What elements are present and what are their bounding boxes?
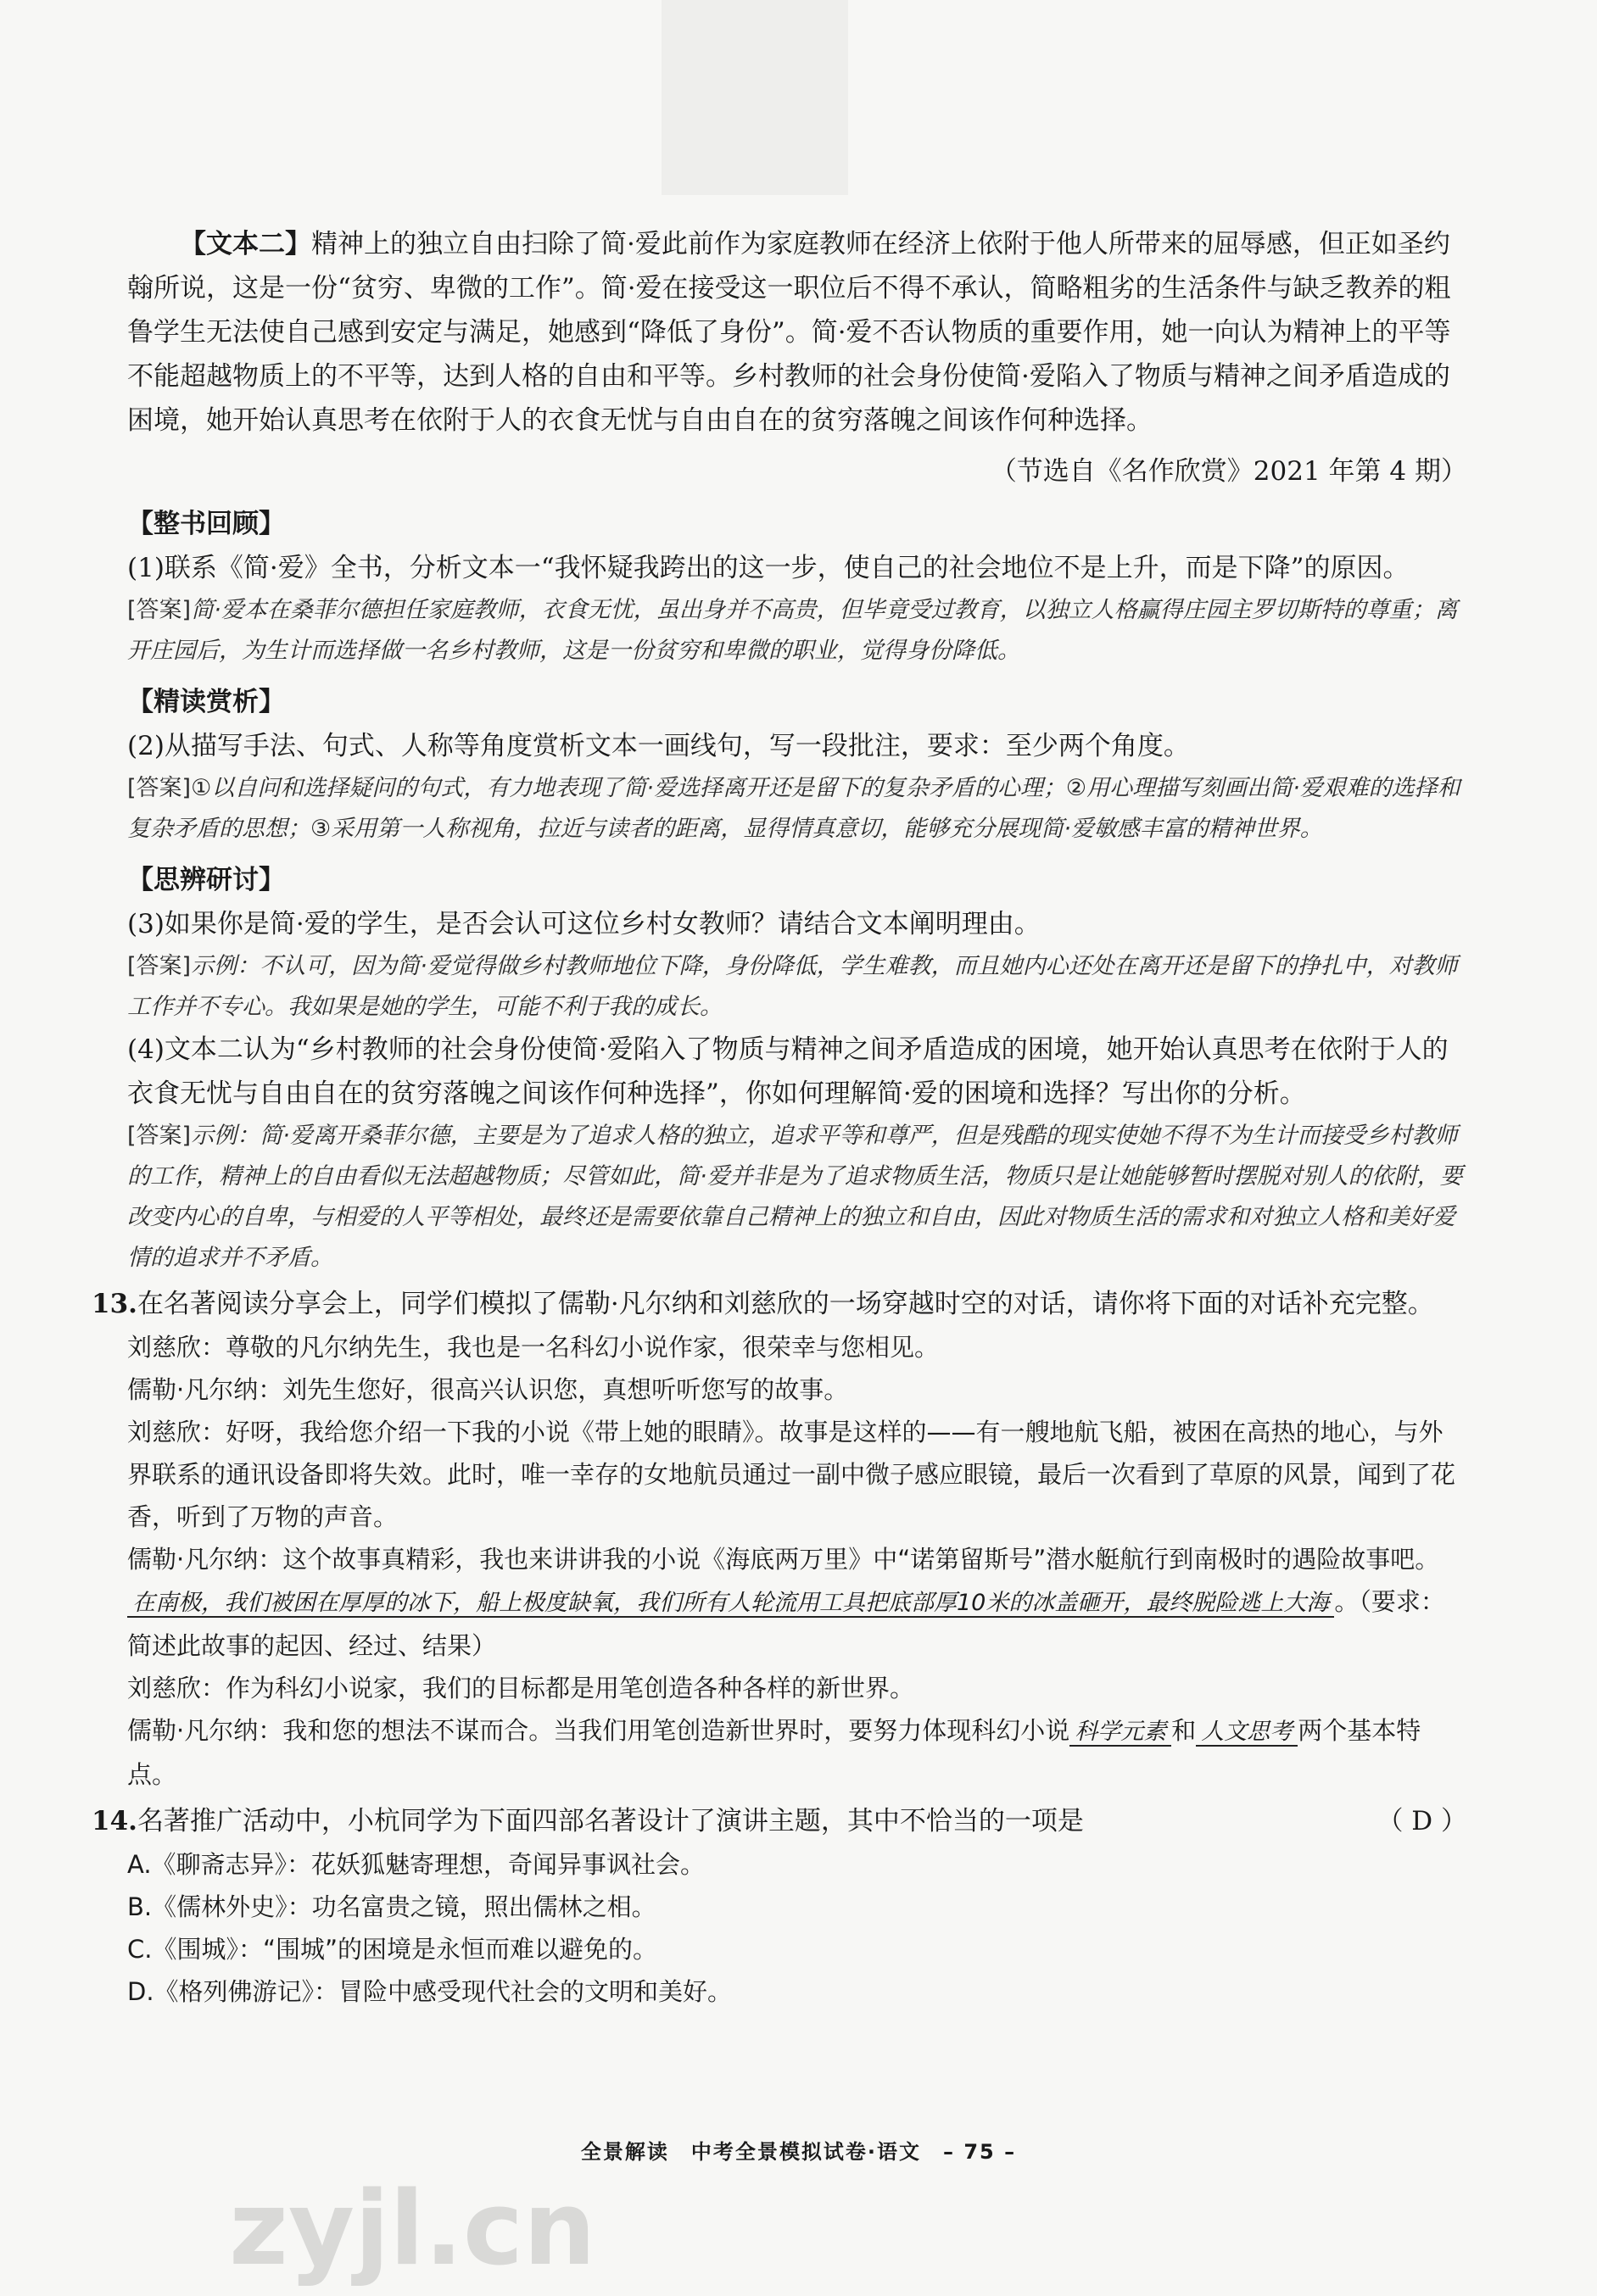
question-1: (1)联系《简·爱》全书，分析文本一“我怀疑我跨出的这一步，使自己的社会地位不是上升，而是下降”的原因。: [127, 553, 1410, 583]
answer-tag: [答案]: [127, 1123, 192, 1149]
watermark-logo: zyjl.cn: [229, 2171, 596, 2288]
dialogue-line-3: 刘慈欣：好呀，我给您介绍一下我的小说《带上她的眼睛》。故事是这样的——有一艘地航飞船，被困在高热的地心，与外界联系的通讯设备即将失效。此时，唯一幸存的女地航员通过一副中微子感应眼镜，最后一次看到了草原的风景，闻到了花香，听到了万物的声音。: [127, 1418, 1456, 1531]
question-3: (3)如果你是简·爱的学生，是否会认可这位乡村女教师？请结合文本阐明理由。: [127, 909, 1041, 939]
question-13-number: 13.: [92, 1289, 137, 1319]
question-14-number: 14.: [92, 1806, 137, 1836]
dialogue-6-blank-2[interactable]: 人文思考: [1196, 1719, 1298, 1747]
answer-tag: [答案]: [127, 597, 192, 623]
answer-3: [127, 946, 1467, 1028]
dialogue-line-5: 刘慈欣：作为科幻小说家，我们的目标都是用笔创造各种各样的新世界。: [127, 1674, 915, 1702]
answer-3-text: 示例：不认可，因为简·爱觉得做乡村教师地位下降，身份降低，学生难教，而且她内心还处在离开还是留下的挣扎中，对教师工作并不专心。我如果是她的学生，可能不利于我的成长。: [127, 953, 1458, 1020]
option-c[interactable]: C.《围城》：“围城”的困境是永恒而难以避免的。: [127, 1935, 658, 1964]
text2-body: 精神上的独立自由扫除了简·爱此前作为家庭教师在经济上依附于他人所带来的屈辱感，但正如圣约翰所说，这是一份“贫穷、卑微的工作”。简·爱在接受这一职位后不得不承认，简略粗劣的生活条件与缺乏教养的粗鲁学生无法使自己感到安定与满足，她感到“降低了身份”。简·爱不否认物质的重要作用，她一向认为精神上的平等不能超越物质上的不平等，达到人格的自由和平等。乡村教师的社会身份使简·爱陷入了物质与精神之间矛盾造成的困境，她开始认真思考在依附于人的衣食无忧与自由自在的贫穷落魄之间该作何种选择。: [127, 229, 1451, 436]
dialogue-line-2: 儒勒·凡尔纳：刘先生您好，很高兴认识您，真想听听您写的故事。: [127, 1375, 849, 1404]
answer-4: [127, 1116, 1467, 1279]
question-14-text: 名著推广活动中，小杭同学为下面四部名著设计了演讲主题，其中不恰当的一项是: [137, 1806, 1084, 1836]
answer-1: [127, 590, 1467, 672]
dialogue-4-post: 。（要求：简述此故事的起因、经过、结果）: [127, 1587, 1445, 1660]
answer-tag: [答案]: [127, 775, 192, 801]
text2-paragraph: [127, 222, 1467, 443]
section-discussion: 【思辨研讨】: [127, 865, 285, 895]
option-a[interactable]: A.《聊斋志异》：花妖狐魅寄理想，奇闻异事讽社会。: [127, 1850, 706, 1879]
answer-1-text: 简·爱本在桑菲尔德担任家庭教师，衣食无忧，虽出身并不高贵，但毕竟受过教育，以独立人格赢得庄园主罗切斯特的尊重；离开庄园后，为生计而选择做一名乡村教师，这是一份贫穷和卑微的职业，觉得身份降低。: [127, 597, 1458, 664]
answer-4-text: 示例：简·爱离开桑菲尔德，主要是为了追求人格的独立，追求平等和尊严，但是残酷的现实使她不得不为生计而接受乡村教师的工作，精神上的自由看似无法超越物质；尽管如此，简·爱并非是为了追求物质生活，物质只是让她能够暂时摆脱对别人的依附，要改变内心的自卑，与相爱的人平等相处，最终还是需要依靠自己精神上的独立和自由，因此对物质生活的需求和对独立人格和美好爱情的追求并不矛盾。: [127, 1123, 1463, 1271]
question-13: [92, 1282, 1467, 1326]
question-14: [92, 1799, 1467, 1843]
dialogue-4-blank[interactable]: 在南极，我们被困在厚厚的冰下，船上极度缺氧，我们所有人轮流用工具把底部厚10米的冰盖砸开，最终脱险逃上大海: [127, 1590, 1334, 1618]
text2-source: （节选自《名作欣赏》2021 年第 4 期）: [990, 456, 1467, 487]
dialogue-6-pre: 儒勒·凡尔纳：我和您的想法不谋而合。当我们用笔创造新世界时，要努力体现科幻小说: [127, 1716, 1070, 1745]
answer-2-text: ①以自问和选择疑问的句式，有力地表现了简·爱选择离开还是留下的复杂矛盾的心理；②用心理描写刻画出简·爱艰难的选择和复杂矛盾的思想；③采用第一人称视角，拉近与读者的距离，显得情真意切，能够充分展现简·爱敏感丰富的精神世界。: [127, 775, 1460, 842]
dialogue-6-mid: 和: [1171, 1716, 1197, 1745]
option-d[interactable]: D.《格列佛游记》：冒险中感受现代社会的文明和美好。: [127, 1977, 733, 2006]
question-13-text: 在名著阅读分享会上，同学们模拟了儒勒·凡尔纳和刘慈欣的一场穿越时空的对话，请你将下面的对话补充完整。: [137, 1289, 1434, 1319]
section-review: 【整书回顾】: [127, 509, 285, 539]
question-14-answer: （ D ）: [1376, 1806, 1467, 1836]
dialogue-line-4: [127, 1538, 1467, 1667]
faint-mark: [662, 0, 848, 195]
text2-label: 【文本二】: [180, 229, 311, 259]
content: [92, 222, 1467, 2013]
dialogue-4-pre: 儒勒·凡尔纳：这个故事真精彩，我也来讲讲我的小说《海底两万里》中“诺第留斯号”潜水艇航行到南极时的遇险故事吧。: [127, 1545, 1440, 1574]
dialogue-line-1: 刘慈欣：尊敬的凡尔纳先生，我也是一名科幻小说作家，很荣幸与您相见。: [127, 1333, 940, 1362]
dialogue-line-6: [127, 1709, 1467, 1796]
answer-tag: [答案]: [127, 953, 192, 979]
question-4: (4)文本二认为“乡村教师的社会身份使简·爱陷入了物质与精神之间矛盾造成的困境，她开始认真思考在依附于人的衣食无忧与自由自在的贫穷落魄之间该作何种选择”，你如何理解简·爱的困境和选择？写出你的分析。: [127, 1034, 1449, 1109]
dialogue-6-post: 两个基本特点。: [127, 1716, 1421, 1789]
section-close-reading: 【精读赏析】: [127, 687, 285, 717]
dialogue-6-blank-1[interactable]: 科学元素: [1069, 1719, 1171, 1747]
page-footer: 全景解读 中考全景模拟试卷·语文 – 75 –: [580, 2140, 1017, 2164]
answer-2: [127, 768, 1467, 850]
option-b[interactable]: B.《儒林外史》：功名富贵之镜，照出儒林之相。: [127, 1892, 656, 1921]
question-2: (2)从描写手法、句式、人称等角度赏析文本一画线句，写一段批注，要求：至少两个角度。: [127, 731, 1190, 761]
